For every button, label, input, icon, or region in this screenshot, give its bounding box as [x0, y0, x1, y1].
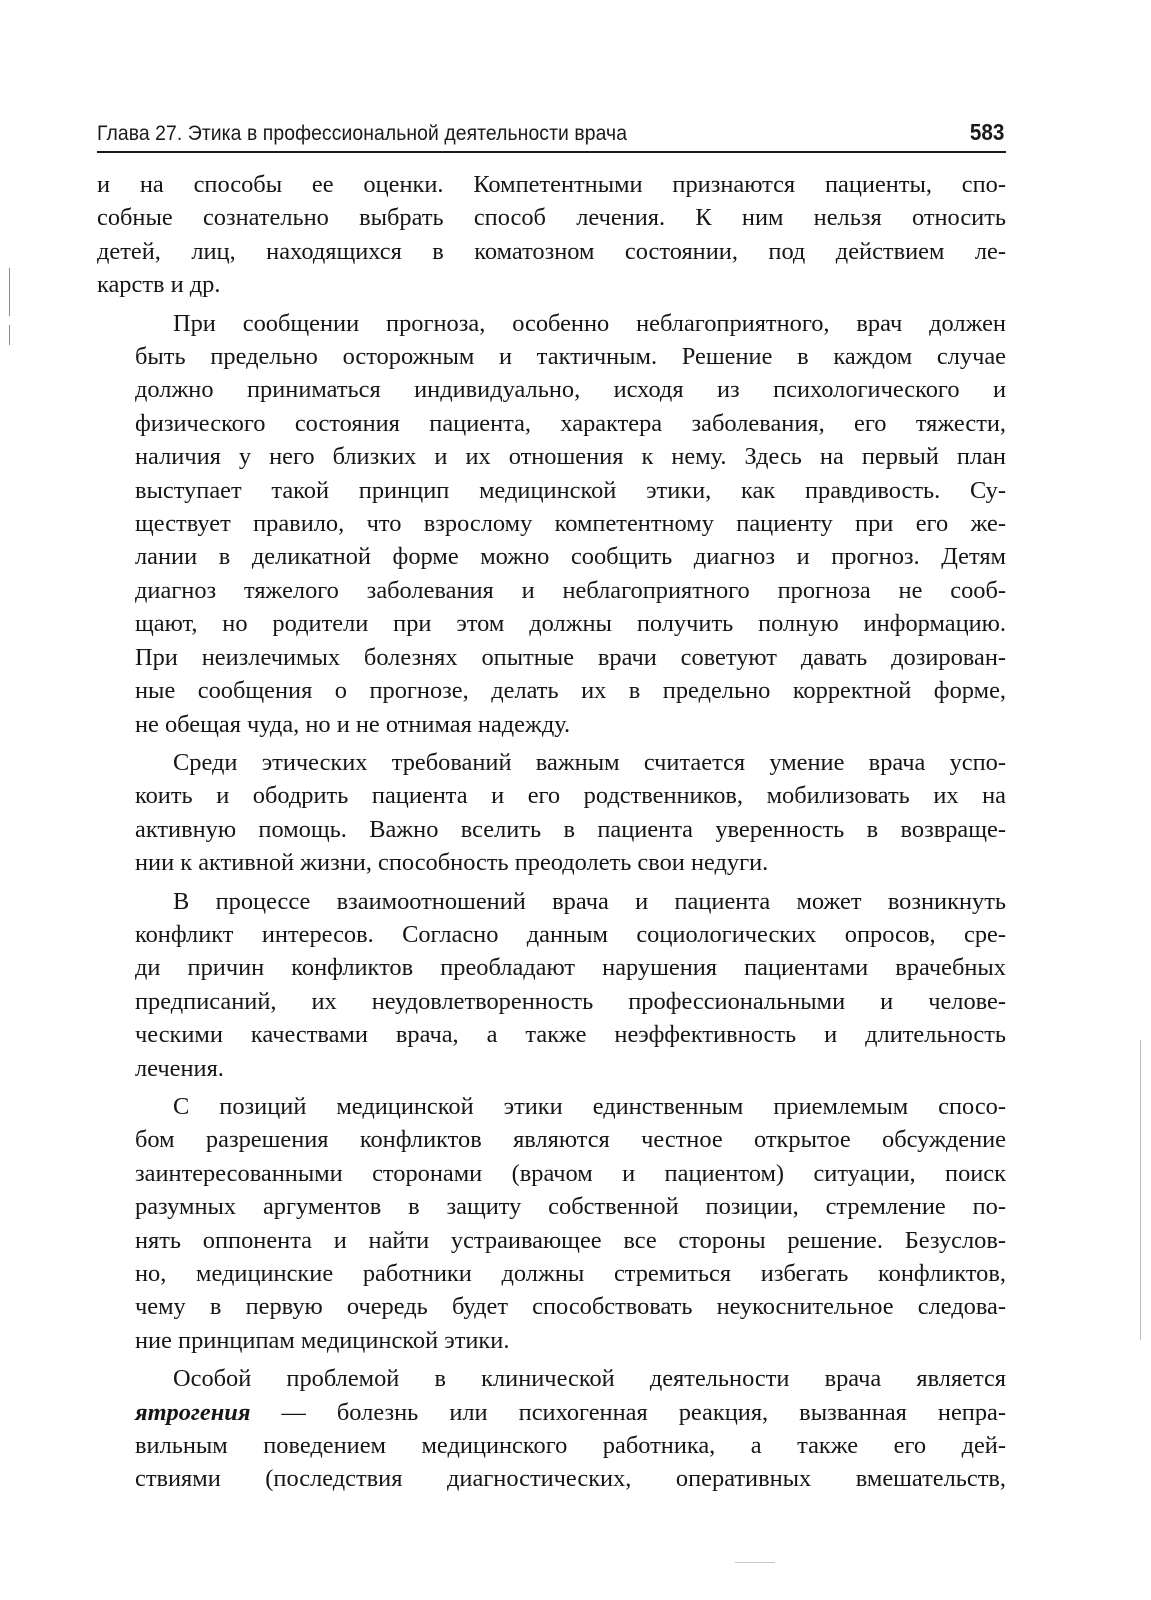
term-iatrogeny: ятрогения	[135, 1398, 251, 1426]
text-line: карств и др.	[97, 271, 221, 299]
scan-artifact-bottom	[735, 1562, 775, 1563]
text-line: При сообщении прогноза, особенно неблагоприятного, врач должен	[173, 309, 1006, 337]
text-line: вильным поведением медицинского работника, а также его дей-	[135, 1432, 1006, 1460]
text-line: чему в первую очередь будет способствовать неукоснительное следова-	[135, 1293, 1006, 1321]
text-line: лании в деликатной форме можно сообщить диагноз и прогноз. Детям	[135, 543, 1006, 571]
paragraph-4	[97, 885, 1006, 1085]
text-line: нии к активной жизни, способность преодолеть свои недуги.	[135, 849, 769, 877]
text-line: не обещая чуда, но и не отнимая надежду.	[135, 710, 571, 738]
text-line: Среди этических требований важным считается умение врача успо-	[173, 748, 1006, 776]
text-line: коить и ободрить пациента и его родственников, мобилизовать их на	[135, 782, 1006, 810]
text-line: предписаний, их неудовлетворенность профессиональными и челове-	[135, 987, 1006, 1015]
chapter-title: Глава 27. Этика в профессиональной деятельности врача	[97, 121, 628, 145]
text-line: наличия у него близких и их отношения к нему. Здесь на первый план	[135, 443, 1006, 471]
text-line: диагноз тяжелого заболевания и неблагоприятного прогноза не сооб-	[135, 576, 1006, 604]
paragraph-5	[97, 1090, 1006, 1357]
scan-artifact-right	[1140, 1040, 1141, 1340]
text-line: нять оппонента и найти устраивающее все стороны решение. Безуслов-	[135, 1226, 1006, 1254]
scan-artifact-left-2	[9, 325, 10, 345]
text-line: заинтересованными сторонами (врачом и пациентом) ситуации, поиск	[135, 1159, 1006, 1187]
text-line: выступает такой принцип медицинской этики, как правдивость. Су-	[135, 476, 1006, 504]
paragraph-2	[97, 307, 1006, 741]
paragraph-1	[97, 168, 1006, 302]
text-line: детей, лиц, находящихся в коматозном состоянии, под действием ле-	[97, 237, 1006, 265]
text-line: собные сознательно выбрать способ лечения. К ним нельзя относить	[97, 204, 1006, 232]
text-line: ствиями (последствия диагностических, оперативных вмешательств,	[135, 1465, 1006, 1493]
text-line: и на способы ее оценки. Компетентными признаются пациенты, спо-	[97, 171, 1006, 198]
text-line: активную помощь. Важно вселить в пациента уверенность в возвраще-	[135, 815, 1006, 843]
text-fragment: — болезнь или психогенная реакция, вызванная непра-	[250, 1398, 1006, 1426]
text-line: бом разрешения конфликтов являются честное открытое обсуждение	[135, 1126, 1006, 1154]
text-line: ние принципам медицинской этики.	[135, 1326, 510, 1354]
text-line: ществует правило, что взрослому компетентному пациенту при его же-	[135, 510, 1006, 538]
paragraph-3	[97, 746, 1006, 880]
text-line: щают, но родители при этом должны получить полную информацию.	[135, 610, 1006, 638]
text-line: разумных аргументов в защиту собственной позиции, стремление по-	[135, 1193, 1006, 1221]
text-line: но, медицинские работники должны стремиться избегать конфликтов,	[135, 1260, 1006, 1287]
text-line: конфликт интересов. Согласно данным социологических опросов, сре-	[135, 920, 1006, 948]
page-number: 583	[969, 119, 1004, 145]
text-line: лечения.	[135, 1054, 224, 1082]
text-line: должно приниматься индивидуально, исходя из психологического и	[135, 376, 1006, 404]
text-line: При неизлечимых болезнях опытные врачи советуют давать дозирован-	[135, 643, 1006, 671]
text-line: ческими качествами врача, а также неэффективность и длительность	[135, 1021, 1006, 1049]
text-line	[97, 1396, 1006, 1429]
text-line: Особой проблемой в клинической деятельности врача является	[173, 1365, 1006, 1393]
text-line: физического состояния пациента, характера заболевания, его тяжести,	[135, 409, 1006, 437]
text-line: С позиций медицинской этики единственным приемлемым спосо-	[173, 1092, 1006, 1120]
running-head	[97, 117, 1006, 153]
scan-artifact-left	[9, 268, 10, 316]
text-line: ди причин конфликтов преобладают нарушения пациентами врачебных	[135, 954, 1006, 982]
text-line: быть предельно осторожным и тактичным. Решение в каждом случае	[135, 343, 1006, 371]
paragraph-6	[97, 1362, 1006, 1496]
text-line: ные сообщения о прогнозе, делать их в предельно корректной форме,	[135, 677, 1006, 705]
text-line: В процессе взаимоотношений врача и пациента может возникнуть	[173, 887, 1006, 915]
body-text	[97, 168, 1006, 1501]
